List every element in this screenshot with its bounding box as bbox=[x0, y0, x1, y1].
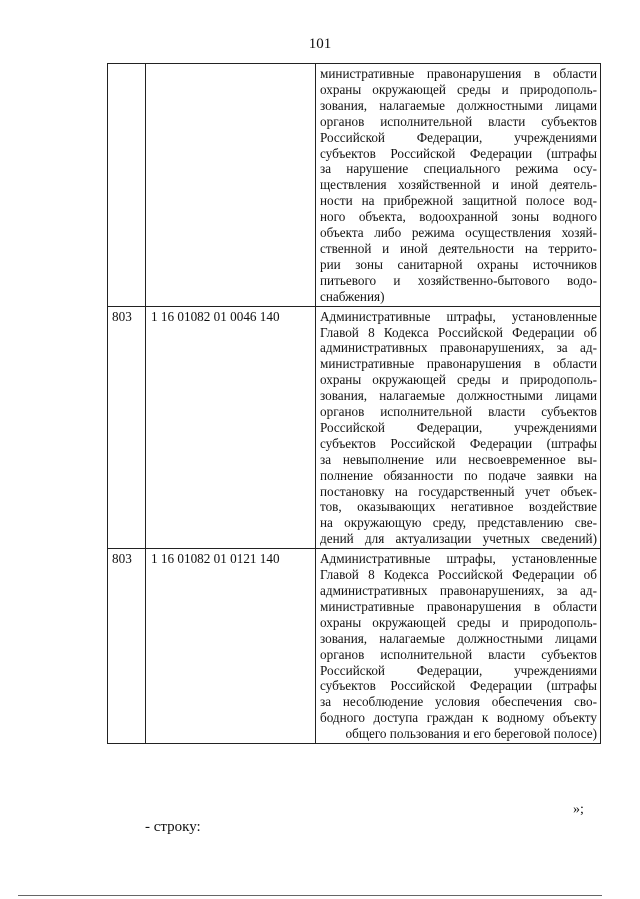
description-line: министративные правонарушения в области bbox=[320, 66, 597, 81]
description-line: постановку на государственный учет объек- bbox=[320, 483, 597, 499]
table-body bbox=[108, 64, 601, 744]
description-line: снабжения) bbox=[320, 288, 385, 304]
description-line: органов исполнительной власти субъектов bbox=[320, 404, 597, 420]
budget-code-cell: 1 16 01082 01 0121 140 bbox=[146, 549, 316, 744]
table-row bbox=[108, 549, 601, 744]
description-line: субъектов Российской Федерации (штрафы bbox=[320, 145, 597, 161]
description-cell bbox=[316, 306, 601, 549]
description-line: министративные правонарушения в области bbox=[320, 598, 597, 614]
description-line: объекта либо режима осуществления хозяй- bbox=[320, 225, 597, 241]
description-line: общего пользования и его береговой полосе) bbox=[345, 726, 597, 742]
budget-code-cell bbox=[146, 64, 316, 307]
page-number: 101 bbox=[308, 36, 332, 52]
description-line: тов, оказывающих негативное воздействие bbox=[320, 499, 597, 515]
description-line: ности на прибрежной защитной полосе вод- bbox=[320, 193, 597, 209]
closing-quote-mark: »; bbox=[573, 802, 584, 817]
description-line: на окружающую среду, представлению све- bbox=[320, 515, 597, 531]
description-line: министративные правонарушения в области bbox=[320, 356, 597, 372]
description-line: Российской Федерации, учреждениями bbox=[320, 129, 597, 145]
description-line: охраны окружающей среды и природополь- bbox=[320, 372, 597, 388]
description-line: за нарушение специального режима осу- bbox=[320, 161, 597, 177]
description-line: Российской Федерации, учреждениями bbox=[320, 419, 597, 435]
description-cell bbox=[316, 64, 601, 307]
description-line: Главой 8 Кодекса Российской Федерации об bbox=[320, 324, 597, 340]
description-line: за невыполнение или несвоевременное вы- bbox=[320, 451, 597, 467]
description-line: субъектов Российской Федерации (штрафы bbox=[320, 678, 597, 694]
description-line: Административные штрафы, установленные bbox=[320, 551, 597, 567]
description-line: органов исполнительной власти субъектов bbox=[320, 113, 597, 129]
description-line: за несоблюдение условия обеспечения сво- bbox=[320, 694, 597, 710]
description-line: дений для актуализации учетных сведений) bbox=[320, 531, 597, 547]
description-line: рии зоны санитарной охраны источников bbox=[320, 256, 597, 272]
admin-code-cell: 803 bbox=[108, 306, 146, 549]
description-line: бодного доступа граждан к водному объекту bbox=[320, 710, 597, 726]
description-line: административных правонарушениях, за ад- bbox=[320, 340, 597, 356]
budget-code-cell: 1 16 01082 01 0046 140 bbox=[146, 306, 316, 549]
description-line: полнение обязанности по подаче заявки на bbox=[320, 467, 597, 483]
description-line: ществления хозяйственной и иной деятель- bbox=[320, 177, 597, 193]
next-item-label: - строку: bbox=[145, 819, 201, 835]
description-line: ного объекта, водоохранной зоны водного bbox=[320, 209, 597, 225]
description-line: зования, налагаемые должностными лицами bbox=[320, 97, 597, 113]
description-line: административных правонарушениях, за ад- bbox=[320, 583, 597, 598]
description-line: Российской Федерации, учреждениями bbox=[320, 662, 597, 678]
description-line: охраны окружающей среды и природополь- bbox=[320, 614, 597, 630]
table-row bbox=[108, 306, 601, 549]
description-line: охраны окружающей среды и природополь- bbox=[320, 81, 597, 97]
description-line: органов исполнительной власти субъектов bbox=[320, 646, 597, 662]
description-line: Главой 8 Кодекса Российской Федерации об bbox=[320, 567, 597, 583]
description-line: субъектов Российской Федерации (штрафы bbox=[320, 435, 597, 451]
description-line: зования, налагаемые должностными лицами bbox=[320, 630, 597, 646]
admin-code-cell bbox=[108, 64, 146, 307]
description-line: ственной и иной деятельности на террито- bbox=[320, 240, 597, 256]
admin-code-cell: 803 bbox=[108, 549, 146, 744]
budget-codes-table bbox=[107, 63, 601, 744]
description-line: зования, налагаемые должностными лицами bbox=[320, 388, 597, 404]
description-line: Административные штрафы, установленные bbox=[320, 308, 597, 324]
table-row bbox=[108, 64, 601, 307]
description-cell bbox=[316, 549, 601, 744]
description-line: питьевого и хозяйственно-бытового водо- bbox=[320, 272, 597, 288]
bottom-rule bbox=[18, 895, 602, 896]
